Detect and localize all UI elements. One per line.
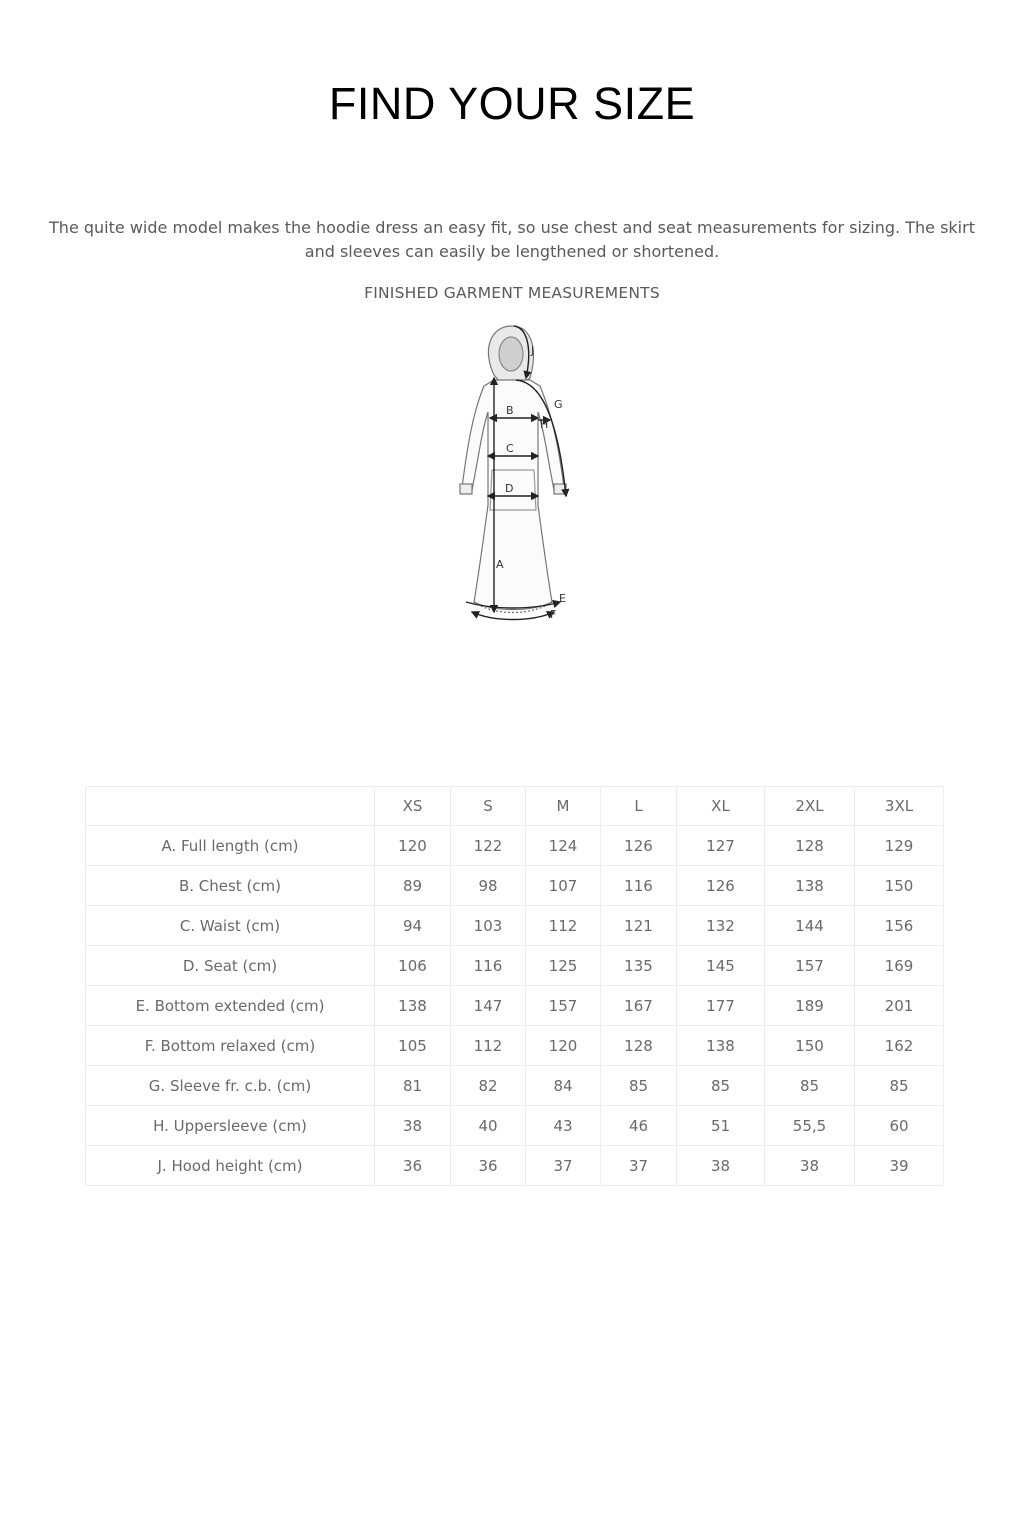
garment-diagram: [432, 320, 592, 630]
measurement-value: 201: [855, 986, 944, 1026]
measurement-value: 37: [526, 1146, 601, 1186]
measurement-value: 55,5: [765, 1106, 855, 1146]
measurement-value: 177: [677, 986, 765, 1026]
measurement-value: 46: [601, 1106, 677, 1146]
size-header-m: M: [526, 787, 601, 826]
measurement-label: D. Seat (cm): [86, 946, 375, 986]
measurement-value: 94: [375, 906, 451, 946]
table-row: [86, 1026, 944, 1066]
measurement-value: 81: [375, 1066, 451, 1106]
table-row: [86, 946, 944, 986]
measurement-value: 39: [855, 1146, 944, 1186]
measurement-value: 138: [677, 1026, 765, 1066]
measurement-value: 132: [677, 906, 765, 946]
measurement-value: 98: [451, 866, 526, 906]
measurement-value: 84: [526, 1066, 601, 1106]
size-header-3xl: 3XL: [855, 787, 944, 826]
measurement-value: 40: [451, 1106, 526, 1146]
measurement-value: 37: [601, 1146, 677, 1186]
measurement-value: 38: [765, 1146, 855, 1186]
size-header-l: L: [601, 787, 677, 826]
measurement-value: 43: [526, 1106, 601, 1146]
label-a: A: [496, 558, 504, 571]
table-row: [86, 906, 944, 946]
table-row: [86, 1106, 944, 1146]
measurement-label: B. Chest (cm): [86, 866, 375, 906]
size-header-2xl: 2XL: [765, 787, 855, 826]
label-h: H: [540, 418, 549, 431]
measurement-value: 127: [677, 826, 765, 866]
measurement-value: 124: [526, 826, 601, 866]
measurement-value: 144: [765, 906, 855, 946]
section-heading: FINISHED GARMENT MEASUREMENTS: [364, 284, 660, 302]
measurement-value: 150: [855, 866, 944, 906]
measurement-value: 112: [526, 906, 601, 946]
label-f: F: [550, 608, 557, 621]
measurement-value: 116: [601, 866, 677, 906]
measurement-value: 157: [765, 946, 855, 986]
table-row: [86, 826, 944, 866]
label-c: C: [506, 442, 514, 455]
measurement-value: 120: [375, 826, 451, 866]
measurement-value: 112: [451, 1026, 526, 1066]
table-row: [86, 1146, 944, 1186]
label-b: B: [506, 404, 514, 417]
measurement-value: 120: [526, 1026, 601, 1066]
measurement-value: 156: [855, 906, 944, 946]
measurement-value: 122: [451, 826, 526, 866]
label-g: G: [554, 398, 563, 411]
size-header-row: [86, 787, 944, 826]
measurement-value: 138: [765, 866, 855, 906]
measurement-value: 128: [765, 826, 855, 866]
measurement-value: 167: [601, 986, 677, 1026]
measurement-label: J. Hood height (cm): [86, 1146, 375, 1186]
measurement-value: 36: [375, 1146, 451, 1186]
measurement-label: C. Waist (cm): [86, 906, 375, 946]
measurement-value: 38: [677, 1146, 765, 1186]
size-header-xs: XS: [375, 787, 451, 826]
measurement-value: 157: [526, 986, 601, 1026]
table-row: [86, 986, 944, 1026]
size-header-s: S: [451, 787, 526, 826]
label-e: E: [559, 592, 566, 605]
dress-outline: [460, 326, 566, 613]
measurement-value: 169: [855, 946, 944, 986]
measurement-value: 85: [855, 1066, 944, 1106]
measurement-label: F. Bottom relaxed (cm): [86, 1026, 375, 1066]
measurement-value: 126: [601, 826, 677, 866]
measurement-label: E. Bottom extended (cm): [86, 986, 375, 1026]
measurement-value: 82: [451, 1066, 526, 1106]
measurement-value: 107: [526, 866, 601, 906]
measurement-value: 106: [375, 946, 451, 986]
measurement-value: 116: [451, 946, 526, 986]
measurement-value: 125: [526, 946, 601, 986]
measurement-value: 36: [451, 1146, 526, 1186]
measurement-value: 162: [855, 1026, 944, 1066]
measurement-value: 60: [855, 1106, 944, 1146]
measurement-value: 105: [375, 1026, 451, 1066]
measurement-value: 150: [765, 1026, 855, 1066]
table-row: [86, 866, 944, 906]
size-header-xl: XL: [677, 787, 765, 826]
measurement-label: H. Uppersleeve (cm): [86, 1106, 375, 1146]
measurement-value: 103: [451, 906, 526, 946]
measurement-value: 38: [375, 1106, 451, 1146]
page-title: FIND YOUR SIZE: [328, 78, 696, 129]
measurement-value: 85: [677, 1066, 765, 1106]
measurement-label: G. Sleeve fr. c.b. (cm): [86, 1066, 375, 1106]
table-row: [86, 1066, 944, 1106]
measurement-value: 145: [677, 946, 765, 986]
label-j: J: [531, 344, 535, 357]
intro-text: The quite wide model makes the hoodie dress an easy fit, so use chest and seat measurements for sizing. The skirt and sleeves can easily be lengthened or shortened.: [49, 218, 975, 261]
measurement-value: 85: [601, 1066, 677, 1106]
measurement-value: 121: [601, 906, 677, 946]
measurement-value: 129: [855, 826, 944, 866]
measurement-label: A. Full length (cm): [86, 826, 375, 866]
size-table: [85, 786, 944, 1186]
measurement-value: 135: [601, 946, 677, 986]
measurement-value: 147: [451, 986, 526, 1026]
measurement-value: 126: [677, 866, 765, 906]
measurement-value: 85: [765, 1066, 855, 1106]
measurement-value: 138: [375, 986, 451, 1026]
measurement-value: 189: [765, 986, 855, 1026]
measurement-value: 51: [677, 1106, 765, 1146]
label-d: D: [505, 482, 514, 495]
header-label-cell: [86, 787, 375, 826]
measurement-value: 89: [375, 866, 451, 906]
measurement-value: 128: [601, 1026, 677, 1066]
